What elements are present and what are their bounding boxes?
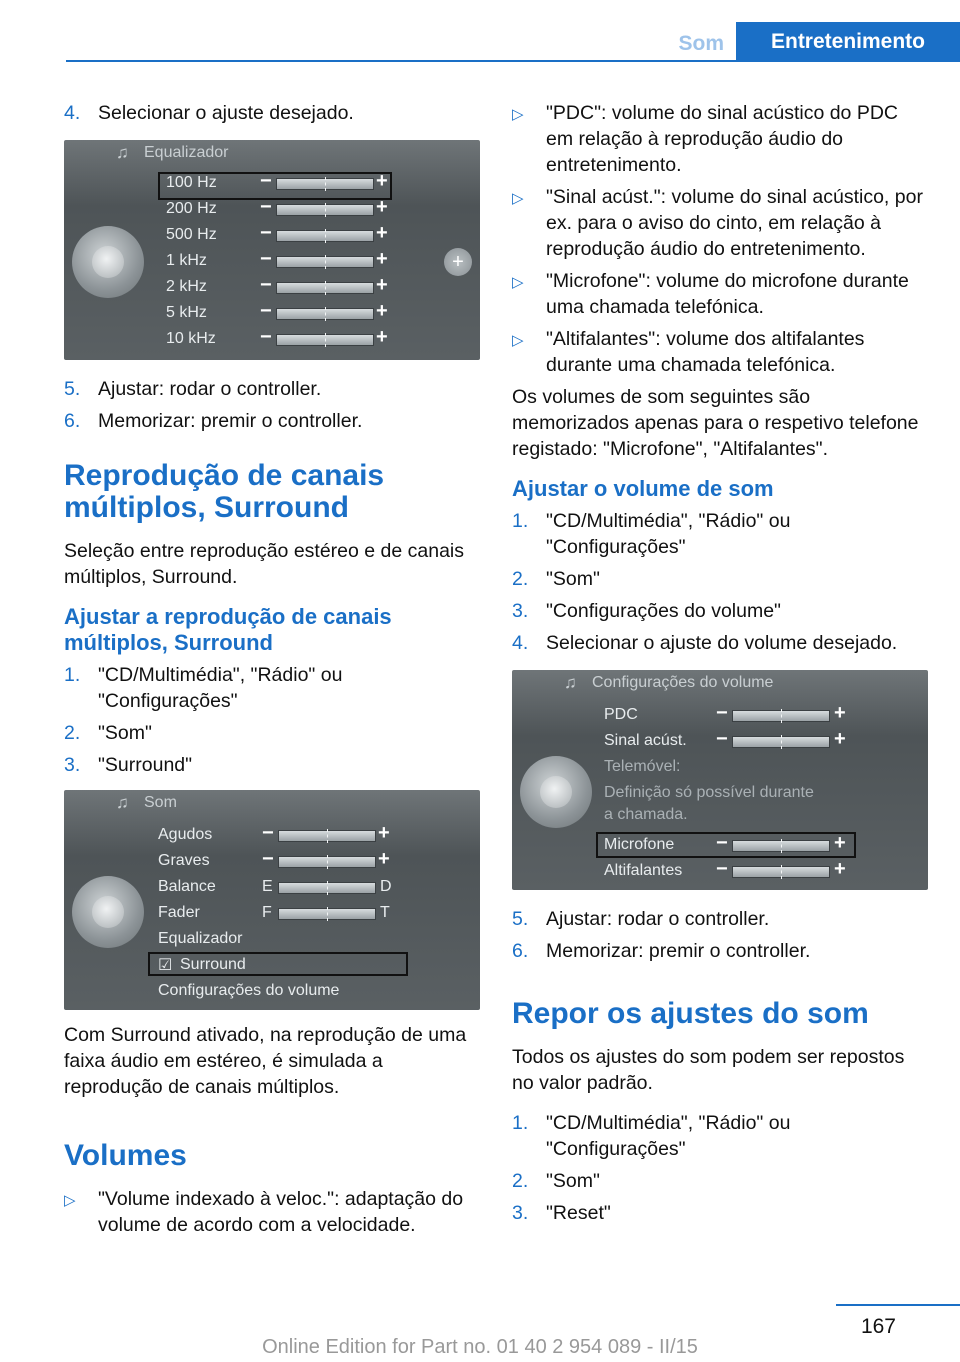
eq-band-slider [276, 204, 374, 216]
step-text: "Configurações do volume" [546, 600, 781, 622]
footer-rule [836, 1304, 960, 1306]
plus-sign: + [378, 848, 390, 870]
step-number: 5. [64, 378, 81, 400]
sound-icon: ♫ [116, 143, 129, 162]
eq-band-slider [276, 230, 374, 242]
paragraph: Os volumes de som seguintes são memorizados apenas para o respetivo telefone registado: "Microfone", "Altifalantes". [512, 386, 919, 460]
header-rule [66, 60, 960, 62]
signal-slider [732, 736, 830, 748]
minus-sign: − [260, 248, 272, 270]
telemovel-label: Telemóvel: [604, 758, 681, 775]
controller-icon [520, 756, 592, 828]
step-text: "Reset" [546, 1202, 611, 1224]
step-item [512, 1168, 928, 1194]
plus-sign: + [376, 196, 388, 218]
bass-slider [278, 856, 376, 868]
minus-sign: − [260, 274, 272, 296]
step-item [512, 1110, 928, 1162]
step-text: Selecionar o ajuste do volume desejado. [546, 632, 898, 654]
triangle-bullet-icon: ▷ [512, 106, 524, 123]
equalizer-screen [64, 140, 480, 360]
step-number: 3. [512, 1202, 529, 1224]
step-item [512, 938, 928, 964]
plus-sign: + [376, 222, 388, 244]
heading-surround: Reprodução de canais múltiplos, Surround [64, 459, 385, 524]
step-item [64, 720, 480, 746]
minus-sign: − [260, 170, 272, 192]
step-item [512, 1200, 928, 1226]
eq-band-label: 10 kHz [166, 330, 216, 347]
step-number: 2. [512, 568, 529, 590]
plus-sign: + [834, 728, 846, 750]
bullet-item [512, 184, 928, 262]
step-item [512, 566, 928, 592]
menu-row-agudos: Agudos [158, 826, 213, 843]
bullet-item [512, 326, 928, 378]
step-item [64, 752, 480, 778]
screen-title: Som [144, 794, 177, 811]
plus-sign: + [834, 858, 846, 880]
minus-sign: − [260, 196, 272, 218]
step-item [64, 408, 480, 434]
plus-sign: + [376, 300, 388, 322]
step-item [512, 906, 928, 932]
bullet-text: "Sinal acúst.": volume do sinal acústico, por ex. para o aviso do cinto, em relação à reprodução áudio do entretenimento. [546, 186, 923, 260]
minus-sign: − [716, 702, 728, 724]
pdc-slider [732, 710, 830, 722]
eq-band-slider [276, 282, 374, 294]
step-text: "CD/Multimédia", "Rádio" ou "Configurações" [546, 510, 791, 558]
plus-sign: + [376, 274, 388, 296]
balance-slider [278, 882, 376, 894]
fader-slider [278, 908, 376, 920]
plus-sign: + [376, 170, 388, 192]
checkbox-icon: ☑ [158, 957, 173, 974]
chapter-tab: Entretenimento [736, 22, 960, 62]
note-line-1: Definição só possível durante [604, 784, 814, 801]
minus-sign: − [262, 822, 274, 844]
som-screen [64, 790, 480, 1010]
step-text: "CD/Multimédia", "Rádio" ou "Configurações" [98, 664, 343, 712]
bullet-text: "Microfone": volume do microfone durante uma chamada telefónica. [546, 270, 909, 318]
fader-left-label: F [262, 904, 272, 921]
eq-band-label: 2 kHz [166, 278, 207, 295]
balance-left-label: E [262, 878, 273, 895]
paragraph: Com Surround ativado, na reprodução de uma faixa áudio em estéreo, é simulada a reprodução de canais múltiplos. [64, 1024, 467, 1098]
minus-sign: − [716, 728, 728, 750]
step-text: Memorizar: premir o controller. [546, 940, 811, 962]
eq-band-label: 1 kHz [166, 252, 207, 269]
step-text: "Som" [546, 1170, 600, 1192]
eq-band-slider [276, 308, 374, 320]
step-text: "Surround" [98, 754, 193, 776]
step-number: 4. [512, 632, 529, 654]
plus-sign: + [834, 832, 846, 854]
step-number: 1. [512, 510, 529, 532]
step-text: Selecionar o ajuste desejado. [98, 102, 354, 124]
right-column [512, 100, 928, 1232]
plus-sign: + [378, 822, 390, 844]
heading-reset: Repor os ajustes do som [512, 997, 869, 1030]
plus-sign: + [834, 702, 846, 724]
volume-screen [512, 670, 928, 890]
eq-band-slider [276, 334, 374, 346]
eq-band-label: 500 Hz [166, 226, 217, 243]
step-text: "CD/Multimédia", "Rádio" ou "Configurações" [546, 1112, 791, 1160]
left-column [64, 100, 480, 1244]
subheading-volume: Ajustar o volume de som [512, 476, 774, 501]
bullet-text: "Altifalantes": volume dos altifalantes durante uma chamada telefónica. [546, 328, 865, 376]
eq-band-label: 100 Hz [166, 174, 217, 191]
step-number: 4. [64, 102, 81, 124]
sound-icon: ♫ [116, 793, 129, 812]
note-line-2: a chamada. [604, 806, 688, 823]
step-text: "Som" [98, 722, 152, 744]
page-number: 167 [860, 1315, 896, 1338]
minus-sign: − [262, 848, 274, 870]
speaker-slider [732, 866, 830, 878]
microphone-slider [732, 840, 830, 852]
subheading-surround: Ajustar a reprodução de canais múltiplos, Surround [64, 604, 392, 655]
plus-sign: + [376, 326, 388, 348]
bullet-text: "PDC": volume do sinal acústico do PDC em relação à reprodução áudio do entretenimento. [546, 102, 898, 176]
minus-sign: − [716, 832, 728, 854]
menu-row-surround: Surround [180, 956, 246, 973]
section-label: Som [678, 32, 724, 55]
bullet-item [512, 268, 928, 320]
eq-band-label: 5 kHz [166, 304, 207, 321]
menu-row-volume-settings: Configurações do volume [158, 982, 340, 999]
step-number: 6. [512, 940, 529, 962]
step-text: Memorizar: premir o controller. [98, 410, 363, 432]
triangle-bullet-icon: ▷ [512, 332, 524, 349]
menu-row-pdc: PDC [604, 706, 638, 723]
heading-volumes: Volumes [64, 1139, 187, 1172]
menu-row-balance: Balance [158, 878, 216, 895]
bullet-item [64, 1186, 480, 1238]
step-item [512, 508, 928, 560]
step-number: 1. [512, 1112, 529, 1134]
step-number: 3. [64, 754, 81, 776]
bullet-text: "Volume indexado à veloc.": adaptação do volume de acordo com a velocidade. [98, 1188, 464, 1236]
triangle-bullet-icon: ▷ [512, 190, 524, 207]
step-item [512, 630, 928, 656]
step-text: Ajustar: rodar o controller. [98, 378, 322, 400]
triangle-bullet-icon: ▷ [64, 1192, 76, 1209]
step-number: 2. [512, 1170, 529, 1192]
controller-icon [72, 876, 144, 948]
minus-sign: − [716, 858, 728, 880]
step-number: 6. [64, 410, 81, 432]
screen-title: Configurações do volume [592, 674, 774, 691]
minus-sign: − [260, 300, 272, 322]
menu-row-altifalantes: Altifalantes [604, 862, 683, 879]
plus-sign: + [376, 248, 388, 270]
eq-band-slider [276, 178, 374, 190]
treble-slider [278, 830, 376, 842]
minus-sign: − [260, 222, 272, 244]
controller-icon [72, 226, 144, 298]
eq-band-label: 200 Hz [166, 200, 217, 217]
step-item [64, 376, 480, 402]
menu-row-equalizador: Equalizador [158, 930, 243, 947]
step-item [64, 662, 480, 714]
minus-sign: − [260, 326, 272, 348]
step-text: "Som" [546, 568, 600, 590]
screen-title: Equalizador [144, 144, 229, 161]
fader-right-label: T [380, 904, 390, 921]
edition-note: Online Edition for Part no. 01 40 2 954 089 - II/15 [262, 1336, 698, 1358]
page-header [0, 0, 960, 62]
step-number: 2. [64, 722, 81, 744]
triangle-bullet-icon: ▷ [512, 274, 524, 291]
plus-circle-icon: + [444, 248, 472, 276]
step-item [512, 598, 928, 624]
bullet-item [512, 100, 928, 178]
sound-icon: ♫ [564, 673, 577, 692]
step-text: Ajustar: rodar o controller. [546, 908, 770, 930]
eq-band-slider [276, 256, 374, 268]
menu-row-graves: Graves [158, 852, 210, 869]
balance-right-label: D [380, 878, 392, 895]
menu-row-fader: Fader [158, 904, 200, 921]
step-number: 3. [512, 600, 529, 622]
paragraph: Todos os ajustes do som podem ser repostos no valor padrão. [512, 1046, 905, 1094]
step-number: 1. [64, 664, 81, 686]
menu-row-microfone: Microfone [604, 836, 675, 853]
paragraph: Seleção entre reprodução estéreo e de canais múltiplos, Surround. [64, 540, 465, 588]
menu-row-signal: Sinal acúst. [604, 732, 687, 749]
step-item [64, 100, 480, 126]
step-number: 5. [512, 908, 529, 930]
